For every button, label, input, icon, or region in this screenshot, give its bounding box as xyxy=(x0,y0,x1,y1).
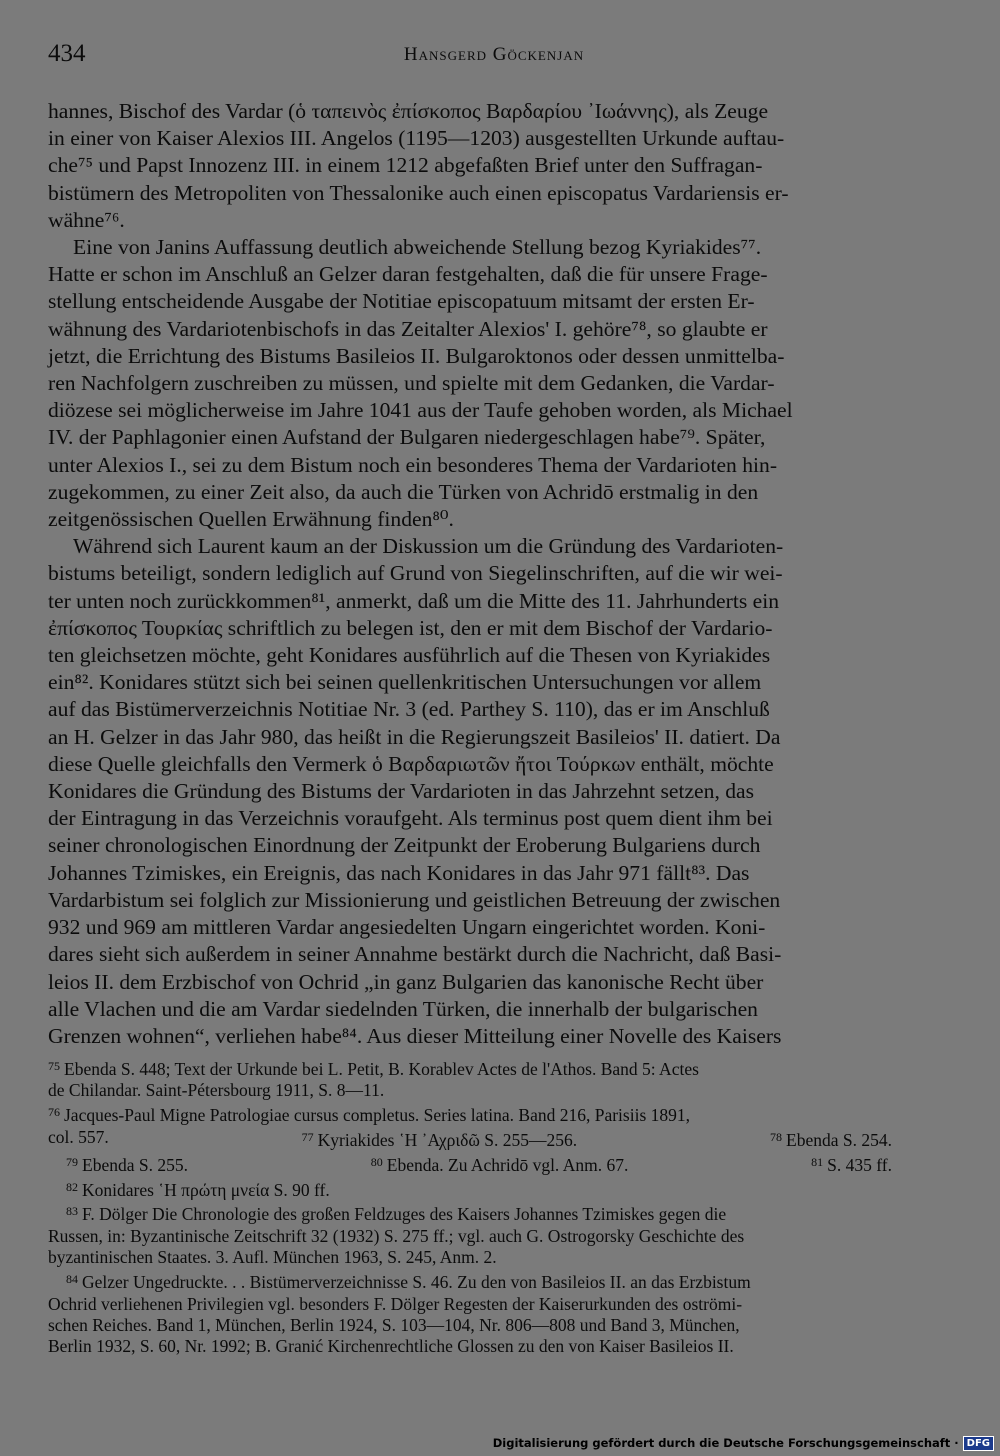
text-line: zugekommen, zu einer Zeit also, da auch die Türken von Achridō erstmalig in den xyxy=(48,479,759,504)
digitization-credit: Digitalisierung gefördert durch die Deutsche Forschungsgemeinschaft · DFG xyxy=(493,1434,994,1452)
footnote-text: F. Dölger Die Chronologie des großen Feldzuges des Kaisers Johannes Tzimiskes gegen die xyxy=(82,1204,727,1225)
running-head: Hansgerd Göckenjan xyxy=(403,44,585,65)
text-line: seiner chronologischen Einordnung der Zeitpunkt der Eroberung Bulgariens durch xyxy=(48,833,761,858)
text-line: bistümern des Metropoliten von Thessalonike auch einen episcopatus Vardariensis er- xyxy=(48,180,789,205)
footnote xyxy=(48,1056,892,1102)
footnote xyxy=(48,1152,892,1176)
footnote-text: schen Reiches. Band 1, München, Berlin 1924, S. 103—104, Nr. 806—808 und Band 3, München, xyxy=(48,1314,740,1335)
text-line: wähnung des Vardariotenbischofs in das Zeitalter Alexios' I. gehöre⁷⁸, so glaubte er xyxy=(48,316,768,341)
text-line: in einer von Kaiser Alexios III. Angelos (1195—1203) ausgestellten Urkunde auftau- xyxy=(48,126,785,151)
text-line: ἐπίσκοπος Τουρκίας schriftlich zu belegen ist, den er mit dem Bischof der Vardario- xyxy=(48,615,773,640)
text-line: Johannes Tzimiskes, ein Ereignis, das nach Konidares in das Jahr 971 fällt⁸³. Das xyxy=(48,860,750,885)
footnote-number: 79 xyxy=(66,1154,78,1169)
footnote-text: Ebenda S. 255. xyxy=(82,1154,188,1175)
credit-text: Digitalisierung gefördert durch die Deutsche Forschungsgemeinschaft xyxy=(492,1436,951,1450)
footnote-text: Konidares ῾Η πρώτη μνεία S. 90 ff. xyxy=(82,1179,330,1200)
text-line: ter unten noch zurückkommen⁸¹, anmerkt, daß um die Mitte des 11. Jahrhunderts ein xyxy=(48,588,780,613)
footnote-number: 78 xyxy=(770,1129,783,1144)
footnote-text: Berlin 1932, S. 60, Nr. 1992; B. Granić Kirchenrechtliche Glossen zu den von Kaiser Basileios II. xyxy=(48,1336,734,1357)
footnote xyxy=(48,1102,892,1151)
text-line: ten gleichsetzen möchte, geht Konidares ausführlich auf die Thesen von Kyriakides xyxy=(48,643,771,668)
text-line: ein⁸². Konidares stützt sich bei seinen quellenkritischen Untersuchungen vor allem xyxy=(48,670,762,695)
text-line: che⁷⁵ und Papst Innozenz III. in einem 1212 abgefaßten Brief unter den Suffragan- xyxy=(48,153,763,178)
footnote xyxy=(48,1177,892,1201)
footnote-text: Kyriakides ῾Η ᾿Αχριδῶ S. 255—256. xyxy=(317,1129,578,1150)
text-line: 932 und 969 am mittleren Vardar angesiedelten Ungarn eingerichtet worden. Koni- xyxy=(48,915,766,940)
footnote-text: S. 435 ff. xyxy=(827,1154,892,1175)
text-line: Konidares die Gründung des Bistums der Vardarioten in das Jahrzehnt setzen, das xyxy=(48,779,755,804)
page-number: 434 xyxy=(48,40,86,67)
text-line: stellung entscheidende Ausgabe der Notitiae episcopatuum mitsamt der ersten Er- xyxy=(48,289,755,314)
footnotes xyxy=(48,1056,892,1358)
text-line: auf das Bistümerverzeichnis Notitiae Nr. 3 (ed. Parthey S. 110), das er im Anschluß xyxy=(48,697,770,722)
text-line: Hatte er schon im Anschluß an Gelzer daran festgehalten, daß die für unsere Frage- xyxy=(48,262,768,287)
text-line: leios II. dem Erzbischof von Ochrid „in ganz Bulgarien das kanonische Recht über xyxy=(48,969,764,994)
footnote-text: Ebenda S. 448; Text der Urkunde bei L. Petit, B. Korablev Actes de l'Athos. Band 5: Actes xyxy=(64,1059,699,1079)
body-text xyxy=(48,98,892,1050)
footnote-number: 82 xyxy=(66,1179,78,1194)
text-line: Während sich Laurent kaum an der Diskussion um die Gründung des Vardarioten- xyxy=(73,534,784,559)
text-line: diese Quelle gleichfalls den Vermerk ὁ Βαρδαριωτῶν ἤτοι Τούρκων enthält, möchte xyxy=(48,751,774,776)
footnote-number: 81 xyxy=(811,1154,824,1169)
footnote-text: Ebenda S. 254. xyxy=(786,1129,892,1150)
footnote-text: Ebenda. Zu Achridō vgl. Anm. 67. xyxy=(386,1154,629,1175)
text-line: ren Nachfolgern zuschreiben zu müssen, und spielte mit dem Gedanken, die Vardar- xyxy=(48,371,775,396)
text-line: diözese sei möglicherweise im Jahre 1041 aus der Taufe gehoben worden, als Michael xyxy=(48,398,793,423)
text-line: der Eintragung in das Verzeichnis voraufgeht. Als terminus post quem dient ihm bei xyxy=(48,806,773,831)
footnote-number: 77 xyxy=(301,1129,314,1144)
footnote-number: 76 xyxy=(48,1105,60,1120)
paragraph xyxy=(48,234,892,533)
text-line: unter Alexios I., sei zu dem Bistum noch ein besonderes Thema der Vardarioten hin- xyxy=(48,452,778,477)
text-line: Eine von Janins Auffassung deutlich abweichende Stellung bezog Kyriakides⁷⁷. xyxy=(73,235,762,260)
footnote-text: byzantinischen Staates. 3. Aufl. München 1963, S. 245, Anm. 2. xyxy=(48,1247,497,1268)
text-line: bistums beteiligt, sondern lediglich auf Grund von Siegelinschriften, auf die wir wei- xyxy=(48,561,783,586)
text-line: Vardarbistum sei folglich zur Missionierung und geistlichen Betreuung der zwischen xyxy=(48,887,781,912)
page-header xyxy=(48,40,940,74)
footnote xyxy=(48,1269,892,1358)
text-line: zeitgenössischen Quellen Erwähnung finden⁸⁰. xyxy=(48,507,454,532)
footnote-text: Russen, in: Byzantinische Zeitschrift 32 (1932) S. 275 ff.; vgl. auch G. Ostrogorsky Geschichte des xyxy=(48,1225,745,1246)
text-line: alle Vlachen und die am Vardar siedelnden Türken, die innerhalb der bulgarischen xyxy=(48,996,758,1021)
footnote-number: 84 xyxy=(66,1272,78,1287)
text-line: jetzt, die Errichtung des Bistums Basileios II. Bulgaroktonos oder dessen unmittelba- xyxy=(48,343,785,368)
footnote-number: 80 xyxy=(370,1154,383,1169)
text-line: hannes, Bischof des Vardar (ὁ ταπεινὸς ἐπίσκοπος Βαρδαρίου ᾿Ιωάννης), als Zeuge xyxy=(48,99,769,123)
text-line: dares sieht sich außerdem in seiner Annahme bestärkt durch die Nachricht, daß Basi- xyxy=(48,942,782,967)
text-line: Grenzen wohnen“, verliehen habe⁸⁴. Aus dieser Mitteilung einer Novelle des Kaisers xyxy=(48,1023,782,1048)
footnote-number: 75 xyxy=(48,1059,60,1073)
text-line: wähne⁷⁶. xyxy=(48,207,125,232)
footnote-text: col. 557. xyxy=(48,1126,109,1147)
text-line: an H. Gelzer in das Jahr 980, das heißt in die Regierungszeit Basileios' II. datiert. Da xyxy=(48,724,781,749)
footnote-text: Gelzer Ungedruckte. . . Bistümerverzeichnisse S. 46. Zu den von Basileios II. an das Erzbistum xyxy=(82,1272,751,1293)
footnote-number: 83 xyxy=(66,1204,78,1219)
text-line: IV. der Paphlagonier einen Aufstand der Bulgaren niedergeschlagen habe⁷⁹. Später, xyxy=(48,425,766,450)
footnote xyxy=(48,1201,892,1268)
dfg-logo: DFG xyxy=(963,1436,994,1451)
paragraph xyxy=(48,98,892,234)
paragraph xyxy=(48,533,892,1050)
footnote-text: Ochrid verliehenen Privilegien vgl. besonders F. Dölger Regesten der Kaiserurkunden des oströmi- xyxy=(48,1293,743,1314)
footnote-text: Jacques-Paul Migne Patrologiae cursus completus. Series latina. Band 216, Parisiis 1891, xyxy=(64,1105,691,1126)
footnote-text: de Chilandar. Saint-Pétersbourg 1911, S. 8—11. xyxy=(48,1080,385,1101)
